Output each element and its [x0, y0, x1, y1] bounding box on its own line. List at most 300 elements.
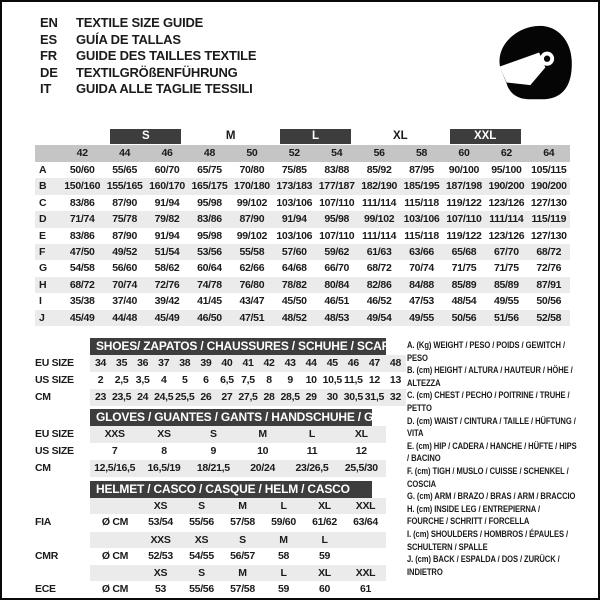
size-header: 60: [458, 147, 470, 159]
shoes-cell: 26: [200, 391, 212, 403]
measure-cell: 182/190: [361, 180, 398, 193]
measure-cell: 46/52: [366, 295, 392, 308]
helmet-value-band: [90, 581, 386, 599]
measure-cell: 78/82: [281, 278, 307, 291]
shoes-cell: 32: [389, 391, 401, 403]
measure-cell: 177/187: [318, 180, 355, 193]
helmet-size-row: [35, 565, 386, 581]
measure-cell: 45/50: [281, 295, 307, 308]
size-group-s: S: [110, 129, 181, 144]
measure-cell: 155/165: [106, 180, 143, 193]
row-label: C: [39, 196, 47, 209]
shoes-cell: 8: [266, 374, 272, 386]
diameter-unit-label: Ø CM: [101, 549, 129, 562]
measure-cell: 87/91: [536, 278, 562, 291]
measure-cell: 85/89: [451, 278, 477, 291]
shoes-cell: 2,5: [114, 374, 129, 386]
gloves-cell: XS: [157, 428, 171, 440]
helmet-size-header: L: [280, 500, 287, 512]
shoes-cell: 47: [368, 357, 380, 369]
measure-cell: 127/130: [530, 229, 567, 242]
measure-cell: 68/72: [69, 278, 95, 291]
measure-cell: 53/56: [197, 245, 222, 258]
measure-cell: 103/106: [276, 229, 313, 242]
measure-cell: 49/55: [493, 295, 519, 308]
row-label: F: [39, 245, 46, 258]
helmet-size-header: XL: [318, 500, 331, 512]
textile-measurement-table: [35, 128, 570, 326]
gloves-cell: 12,5/16,5: [94, 462, 136, 474]
measure-cell: 83/86: [69, 196, 95, 209]
size-header: 48: [203, 147, 215, 159]
helmet-size-row-spacer: [35, 532, 90, 548]
size-header: 42: [76, 147, 88, 159]
gloves-row: [35, 426, 386, 443]
gloves-size-table: [35, 409, 409, 477]
measure-cell: 87/95: [409, 164, 434, 176]
measure-row-a: [35, 162, 570, 178]
gloves-cell: 16,5/19: [147, 462, 181, 474]
helmet-cell: 59: [318, 549, 331, 562]
measure-cell: 83/88: [324, 164, 350, 176]
legend-item: G. (cm) ARM / BRAZO / BRAS / ARM / BRACCIO: [407, 491, 576, 503]
measure-cell: 83/86: [69, 229, 95, 242]
standard-label: ECE: [35, 583, 56, 596]
shoes-rows: [35, 355, 406, 406]
measure-cell: 105/115: [531, 164, 567, 176]
gloves-cell: S: [209, 428, 217, 440]
shoes-cell: 2: [97, 374, 104, 386]
helmet-cell: 54/55: [189, 549, 214, 562]
measure-cell: 187/198: [446, 180, 482, 193]
standard-label: FIA: [35, 516, 52, 528]
measure-cell: 123/126: [488, 196, 525, 209]
language-row: [40, 81, 256, 98]
helmet-cell: 61/62: [312, 516, 337, 528]
helmet-cell: 53/54: [148, 516, 173, 528]
measure-cell: 61/63: [366, 245, 392, 258]
measure-cell: 74/78: [197, 278, 222, 291]
measure-cell: 76/80: [239, 278, 265, 291]
measure-cell: 165/175: [191, 180, 228, 193]
measure-cell: 37/40: [112, 295, 137, 308]
gloves-row: [35, 443, 386, 460]
helmet-cell: 57/58: [230, 583, 255, 596]
measure-cell: 119/122: [446, 196, 482, 209]
measure-row-j: [35, 310, 570, 326]
measure-cell: 46/51: [324, 295, 350, 308]
standard-label: CMR: [35, 549, 59, 562]
helmet-size-row-spacer: [35, 565, 90, 581]
shoes-row-label: US SIZE: [35, 374, 74, 386]
gloves-cell: 11: [306, 445, 318, 457]
language-code: ES: [40, 31, 57, 47]
measure-row-b: [35, 178, 570, 194]
measure-cell: 48/52: [281, 311, 307, 324]
helmet-size-header: XS: [153, 500, 168, 512]
helmet-cell: 55/56: [189, 516, 214, 528]
measure-row-c: [35, 195, 570, 211]
measure-row-h: [35, 277, 570, 293]
gloves-cell: 25,5/30: [344, 462, 378, 474]
language-row: [40, 32, 256, 49]
measure-cell: 79/82: [154, 213, 180, 226]
measure-cell: 56/60: [112, 262, 137, 275]
measure-cell: 63/66: [409, 245, 434, 258]
measure-cell: 95/98: [324, 213, 350, 226]
size-group-xl: XL: [392, 130, 408, 142]
language-title: GUIDA ALLE TAGLIE TESSILI: [76, 81, 253, 97]
size-header: 64: [543, 147, 555, 159]
measure-row-g: [35, 260, 570, 276]
measure-cell: 50/56: [451, 311, 477, 324]
gloves-row-label: CM: [35, 462, 51, 474]
shoes-cell: 41: [242, 357, 254, 369]
shoes-cell: 7,5: [241, 374, 255, 386]
helmet-cell: 63/64: [353, 516, 378, 528]
shoes-cell: 4: [160, 374, 167, 386]
row-label: G: [39, 262, 47, 275]
measure-cell: 115/119: [531, 213, 567, 226]
row-label: J: [39, 311, 45, 324]
gloves-cell: 18/21,5: [196, 462, 230, 474]
measure-cell: 75/78: [112, 213, 137, 226]
measure-cell: 68/72: [536, 245, 562, 258]
measure-cell: 55/65: [112, 164, 137, 176]
measure-cell: 49/55: [409, 311, 434, 324]
helmet-cell: 58: [277, 549, 290, 562]
shoes-cell: 39: [200, 357, 212, 369]
shoes-cell: 5: [182, 374, 188, 386]
shoes-cell: 27,5: [238, 391, 258, 403]
size-header: 62: [500, 147, 512, 159]
legend-item: A. (Kg) WEIGHT / PESO / POIDS / GEWITCH / PESO: [407, 340, 566, 364]
measure-cell: 68/72: [366, 262, 392, 275]
helmet-size-header: XXS: [150, 533, 171, 546]
gloves-cell: 9: [210, 445, 217, 457]
measure-cell: 95/98: [197, 196, 222, 209]
row-label: E: [39, 229, 46, 242]
legend-item: D. (cm) WAIST / CINTURA / TAILLE / HÜFTUNG / VITA: [407, 415, 576, 440]
gloves-band: [90, 443, 386, 460]
language-title: TEXTILGRÖßENFÜHRUNG: [76, 64, 238, 80]
measure-row-d: [35, 211, 570, 227]
shoes-cell: 43: [284, 357, 296, 369]
measure-cell: 35/38: [69, 295, 95, 308]
shoes-cell: 25,5: [175, 391, 195, 403]
measure-cell: 82/86: [366, 278, 392, 291]
gloves-band: [90, 460, 386, 477]
measurement-rows: [35, 162, 570, 326]
gloves-band: [90, 426, 386, 443]
gloves-cell: 7: [111, 445, 118, 457]
measure-cell: 87/90: [112, 229, 137, 242]
measure-cell: 57/60: [281, 245, 307, 258]
legend-item: E. (cm) HIP / CADERA / HANCHE / HÜFTE / HIPS / BACINO: [407, 440, 577, 465]
helmet-size-header: S: [198, 500, 205, 512]
helmet-size-header: M: [238, 567, 247, 580]
measure-cell: 47/51: [239, 311, 265, 324]
measure-cell: 150/160: [64, 180, 101, 193]
measure-cell: 115/118: [404, 196, 439, 209]
size-number-row: [35, 145, 570, 162]
measure-cell: 91/94: [154, 229, 180, 242]
measure-cell: 58/62: [154, 262, 180, 275]
measure-cell: 66/70: [324, 262, 350, 275]
shoes-cell: 31,5: [364, 391, 385, 403]
measure-cell: 55/58: [239, 245, 265, 258]
size-header: 50: [246, 147, 258, 159]
size-group-header-row: [35, 128, 570, 145]
legend-item: H. (cm) INSIDE LEG / ENTREPIERNA / FOURCHE / SCHRITT / FORCELLA: [407, 503, 540, 528]
measure-cell: 190/200: [530, 180, 567, 193]
measure-cell: 103/106: [276, 196, 313, 209]
helmet-cell: 56/57: [230, 549, 255, 562]
measure-cell: 99/102: [236, 196, 268, 209]
shoes-cell: 37: [158, 357, 170, 369]
helmet-size-row-spacer: [35, 498, 90, 514]
measure-cell: 64/68: [281, 262, 307, 275]
size-header: 52: [288, 147, 300, 159]
legend-item: J. (cm) BACK / ESPALDA / DOS / ZURÜCK / INDIETRO: [407, 554, 560, 578]
helmet-size-header: XL: [318, 567, 331, 580]
measure-cell: 111/114: [362, 196, 397, 209]
helmet-size-band: [90, 498, 386, 514]
measure-cell: 46/50: [197, 311, 222, 324]
measure-cell: 48/54: [451, 295, 477, 308]
row-label: H: [39, 278, 47, 291]
language-title: TEXTILE SIZE GUIDE: [76, 15, 204, 30]
helmet-section-header: HELMET / CASCO / CASQUE / HELM / CASCO: [90, 481, 372, 498]
measure-cell: 87/90: [239, 213, 265, 226]
measure-cell: 44/48: [112, 311, 137, 324]
measure-cell: 85/89: [493, 278, 519, 291]
measure-cell: 115/118: [404, 229, 439, 242]
helmet-cell: 53: [154, 583, 167, 596]
gloves-cell: 12: [355, 445, 367, 457]
measure-cell: 59/62: [324, 245, 350, 258]
language-row: [40, 48, 256, 65]
shoes-cell: 44: [305, 357, 317, 369]
helmet-standard-row-cmr: [35, 548, 386, 566]
measure-cell: 99/102: [236, 229, 268, 242]
shoes-cell: 24: [137, 391, 149, 403]
measure-cell: 185/195: [403, 180, 440, 193]
gloves-rows: [35, 426, 386, 477]
helmet-size-band: [90, 532, 386, 548]
measure-cell: 71/75: [493, 262, 519, 275]
measure-cell: 111/114: [362, 229, 397, 242]
measure-cell: 87/90: [112, 196, 137, 209]
full-face-helmet-icon: [489, 18, 577, 110]
shoes-cell: 23: [94, 391, 107, 403]
shoes-row: [35, 355, 406, 372]
measure-cell: 123/126: [488, 229, 525, 242]
measure-cell: 75/85: [281, 164, 307, 176]
helmet-value-band: [90, 548, 386, 566]
helmet-cell: 59/60: [271, 516, 296, 528]
size-header: 56: [373, 147, 385, 159]
measure-cell: 70/74: [112, 278, 137, 291]
shoes-cell: 13: [389, 374, 401, 386]
gloves-section-header: GLOVES / GUANTES / GANTS / HANDSCHUHE / GUANTI: [90, 409, 372, 426]
helmet-size-header: XS: [194, 533, 209, 546]
shoes-cell: 28: [263, 391, 275, 403]
measurement-legend: [407, 340, 579, 579]
language-code: DE: [40, 64, 58, 80]
helmet-cell: 59: [277, 583, 290, 596]
helmet-size-header: XXL: [355, 567, 376, 580]
measure-cell: 85/92: [366, 164, 392, 176]
shoes-cell: 27: [221, 391, 233, 403]
shoes-cell: 9: [287, 374, 293, 386]
measure-cell: 51/56: [493, 311, 519, 324]
measure-cell: 72/76: [536, 262, 562, 275]
shoes-cell: 42: [263, 357, 275, 369]
measure-cell: 47/53: [409, 295, 434, 308]
measure-cell: 111/114: [489, 213, 524, 226]
measure-cell: 119/122: [446, 229, 482, 242]
measure-cell: 60/70: [154, 164, 180, 176]
size-group-m: M: [225, 130, 236, 142]
shoes-cell: 28,5: [280, 391, 300, 403]
diameter-unit-label: Ø CM: [101, 583, 129, 596]
size-header: 44: [119, 147, 131, 159]
size-header: 58: [415, 147, 428, 159]
measure-cell: 107/110: [319, 196, 355, 209]
measure-cell: 47/50: [69, 245, 95, 258]
measure-cell: 41/45: [197, 295, 222, 308]
measure-cell: 190/200: [488, 180, 525, 193]
row-label: D: [39, 213, 47, 226]
legend-item: C. (cm) CHEST / PECHO / POITRINE / TRUHE / PETTO: [407, 390, 570, 414]
measure-cell: 71/74: [69, 213, 95, 226]
language-code: IT: [40, 81, 52, 97]
shoes-cell: 45: [326, 357, 338, 369]
measure-cell: 54/58: [69, 262, 95, 275]
legend-item: B. (cm) HEIGHT / ALTURA / HAUTEUR / HÖHE / ALTEZZA: [407, 365, 573, 389]
legend-item: F. (cm) TIGH / MUSLO / CUISSE / SCHENKEL / COSCIA: [407, 465, 569, 490]
row-label: B: [39, 180, 47, 193]
helmet-size-row: [35, 498, 386, 514]
measure-cell: 60/64: [197, 262, 222, 275]
gloves-row-label: EU SIZE: [35, 428, 74, 440]
measure-cell: 45/49: [154, 311, 180, 324]
gloves-row: [35, 460, 386, 477]
measure-cell: 48/53: [324, 311, 350, 324]
shoes-band: [90, 355, 406, 372]
language-title-list: [40, 15, 256, 98]
gloves-cell: 20/24: [250, 462, 276, 474]
shoes-cell: 11,5: [343, 374, 363, 386]
helmet-size-header: M: [279, 533, 288, 546]
helmet-size-header: M: [238, 500, 247, 512]
measure-row-f: [35, 244, 570, 260]
measure-cell: 72/76: [154, 278, 180, 291]
measure-cell: 103/106: [403, 213, 440, 226]
shoes-cell: 48: [389, 357, 401, 369]
shoes-cell: 10,5: [322, 374, 342, 386]
gloves-cell: XXS: [104, 428, 125, 440]
shoes-row-label: CM: [35, 391, 51, 403]
helmet-size-header: L: [321, 533, 328, 546]
helmet-size-header: S: [198, 567, 205, 580]
measure-cell: 62/66: [239, 262, 265, 275]
measure-cell: 49/52: [112, 245, 137, 258]
helmet-rows: [35, 498, 386, 599]
shoes-cell: 12: [368, 374, 380, 386]
language-row: [40, 15, 256, 32]
shoes-cell: 46: [347, 357, 359, 369]
measure-cell: 70/80: [239, 164, 265, 176]
shoes-cell: 30: [326, 391, 338, 403]
measure-cell: 67/70: [493, 245, 519, 258]
shoes-cell: 10: [305, 374, 317, 386]
measure-cell: 107/110: [446, 213, 482, 226]
size-group-xxl: XXL: [450, 129, 521, 144]
helmet-size-header: XS: [153, 567, 168, 580]
measure-cell: 51/54: [154, 245, 180, 258]
shoes-cell: 3,5: [135, 374, 150, 386]
shoes-band: [90, 372, 406, 389]
measure-cell: 50/60: [69, 164, 95, 176]
helmet-standard-row-ece: [35, 581, 386, 599]
measure-cell: 170/180: [233, 180, 270, 193]
helmet-size-header: L: [280, 567, 287, 580]
language-code: FR: [40, 48, 57, 64]
row-label: I: [39, 295, 42, 308]
helmet-cell: 60: [318, 583, 331, 596]
measure-cell: 71/75: [451, 262, 477, 275]
language-title: GUIDE DES TAILLES TEXTILE: [76, 48, 257, 64]
shoes-cell: 40: [221, 357, 233, 369]
measure-cell: 99/102: [363, 213, 395, 226]
helmet-cell: 52/53: [148, 549, 173, 562]
shoes-cell: 30,5: [343, 391, 363, 403]
measure-cell: 50/56: [536, 295, 562, 308]
legend-item: I. (cm) SHOULDERS / HOMBROS / ÉPAULES / SCHULTERN / SPALLE: [407, 528, 569, 553]
measure-cell: 43/47: [239, 295, 265, 308]
measure-cell: 45/49: [69, 311, 95, 324]
measure-cell: 107/110: [319, 229, 355, 242]
language-row: [40, 65, 256, 82]
shoes-cell: 29: [305, 391, 317, 403]
measure-cell: 84/88: [409, 278, 434, 291]
shoes-row: [35, 389, 406, 406]
measure-cell: 173/183: [276, 180, 313, 193]
size-header: 54: [331, 147, 343, 159]
measure-row-e: [35, 228, 570, 244]
shoes-cell: 35: [116, 357, 128, 369]
shoes-band: [90, 389, 406, 406]
gloves-cell: 10: [257, 445, 269, 457]
helmet-value-band: [90, 514, 386, 532]
shoes-cell: 6: [203, 374, 209, 386]
shoes-cell: 34: [94, 357, 107, 369]
measure-row-i: [35, 293, 570, 309]
helmet-size-header: S: [239, 533, 246, 546]
helmet-cell: 55/56: [189, 583, 214, 596]
measure-cell: 39/42: [154, 295, 180, 308]
shoes-cell: 38: [179, 357, 191, 369]
measure-cell: 65/75: [197, 164, 222, 176]
measure-cell: 80/84: [324, 278, 350, 291]
size-group-l: L: [280, 129, 351, 144]
shoes-cell: 24,5: [154, 391, 174, 403]
measure-cell: 160/170: [149, 180, 185, 193]
gloves-cell: M: [258, 428, 267, 440]
measure-cell: 83/86: [197, 213, 222, 226]
